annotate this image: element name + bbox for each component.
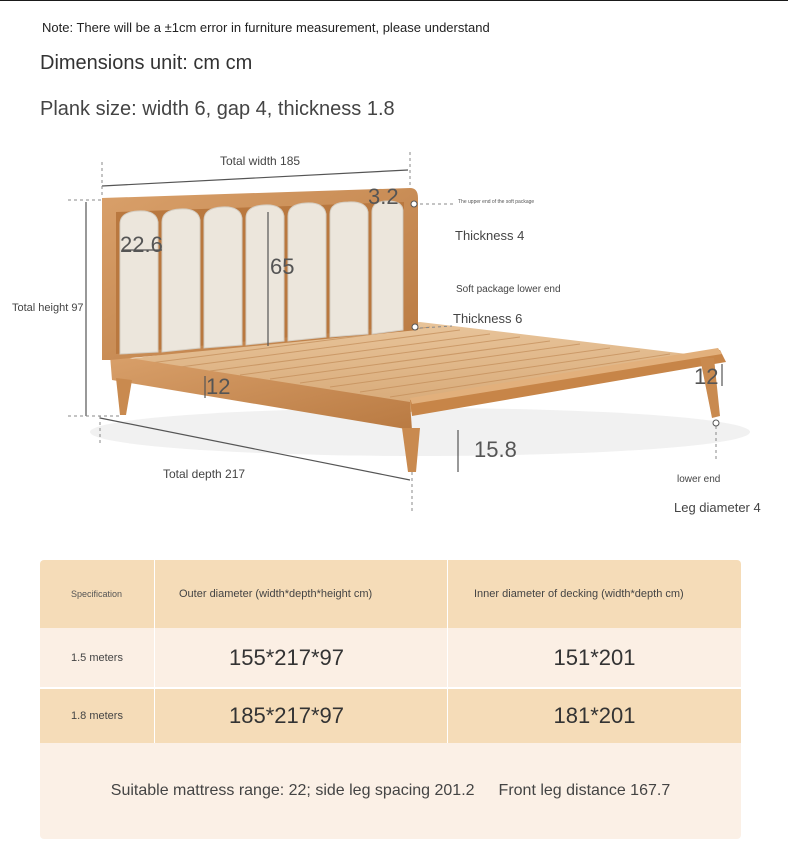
dim-12-right-label: 12 bbox=[694, 364, 719, 389]
floor-shadow bbox=[90, 408, 750, 456]
table-row bbox=[40, 689, 741, 743]
mattress-range: Suitable mattress range: 22; side leg spacing 201.2 bbox=[110, 782, 475, 799]
total-depth-label: Total depth 217 bbox=[163, 467, 246, 481]
thickness-6-label: Thickness 6 bbox=[453, 311, 523, 326]
total-width-label: Total width 185 bbox=[220, 154, 301, 168]
table-header-row bbox=[40, 560, 741, 628]
soft-lower-end-label: Soft package lower end bbox=[456, 284, 561, 295]
row-size: 1.8 meters bbox=[71, 710, 123, 722]
column-divider bbox=[154, 560, 155, 743]
top-edge-label: 3.2 bbox=[368, 184, 399, 209]
header-inner-diameter: Inner diameter of decking (width*depth cm) bbox=[474, 588, 684, 600]
measurement-note: Note: There will be a ±1cm error in furniture measurement, please understand bbox=[42, 20, 490, 35]
row-inner-value: 151*201 bbox=[553, 644, 636, 670]
dimensions-unit: Dimensions unit: cm cm bbox=[40, 52, 253, 74]
dim-15-8-label: 15.8 bbox=[474, 437, 517, 462]
footer-text bbox=[40, 743, 741, 839]
row-inner-value: 181*201 bbox=[553, 703, 636, 728]
dim-12-left-label: 12 bbox=[206, 374, 231, 399]
dim-65-label: 65 bbox=[270, 254, 295, 279]
header-outer-diameter: Outer diameter (width*depth*height cm) bbox=[179, 588, 373, 600]
header-specification: Specification bbox=[71, 589, 123, 599]
front-leg-distance: Front leg distance 167.7 bbox=[498, 782, 671, 799]
thickness-4-label: Thickness 4 bbox=[455, 228, 525, 243]
column-divider bbox=[447, 560, 448, 743]
row-size: 1.5 meters bbox=[71, 651, 123, 664]
plank-size: Plank size: width 6, gap 4, thickness 1.8 bbox=[40, 98, 395, 120]
leg-back-left bbox=[116, 378, 132, 415]
headboard-cushions bbox=[120, 201, 403, 354]
top-border bbox=[0, 0, 788, 1]
table-footer bbox=[40, 743, 741, 839]
row-outer-value: 155*217*97 bbox=[228, 644, 344, 670]
dim-22-6-label: 22.6 bbox=[120, 232, 163, 257]
lower-end-label: lower end bbox=[677, 474, 721, 485]
total-height-label: Total height 97 bbox=[12, 302, 84, 314]
table-row bbox=[40, 628, 741, 687]
leg-diameter-label: Leg diameter 4 bbox=[674, 500, 761, 515]
spec-table bbox=[40, 560, 741, 839]
row-outer-value: 185*217*97 bbox=[228, 703, 344, 728]
upper-end-soft-label: The upper end of the soft package bbox=[458, 199, 535, 205]
